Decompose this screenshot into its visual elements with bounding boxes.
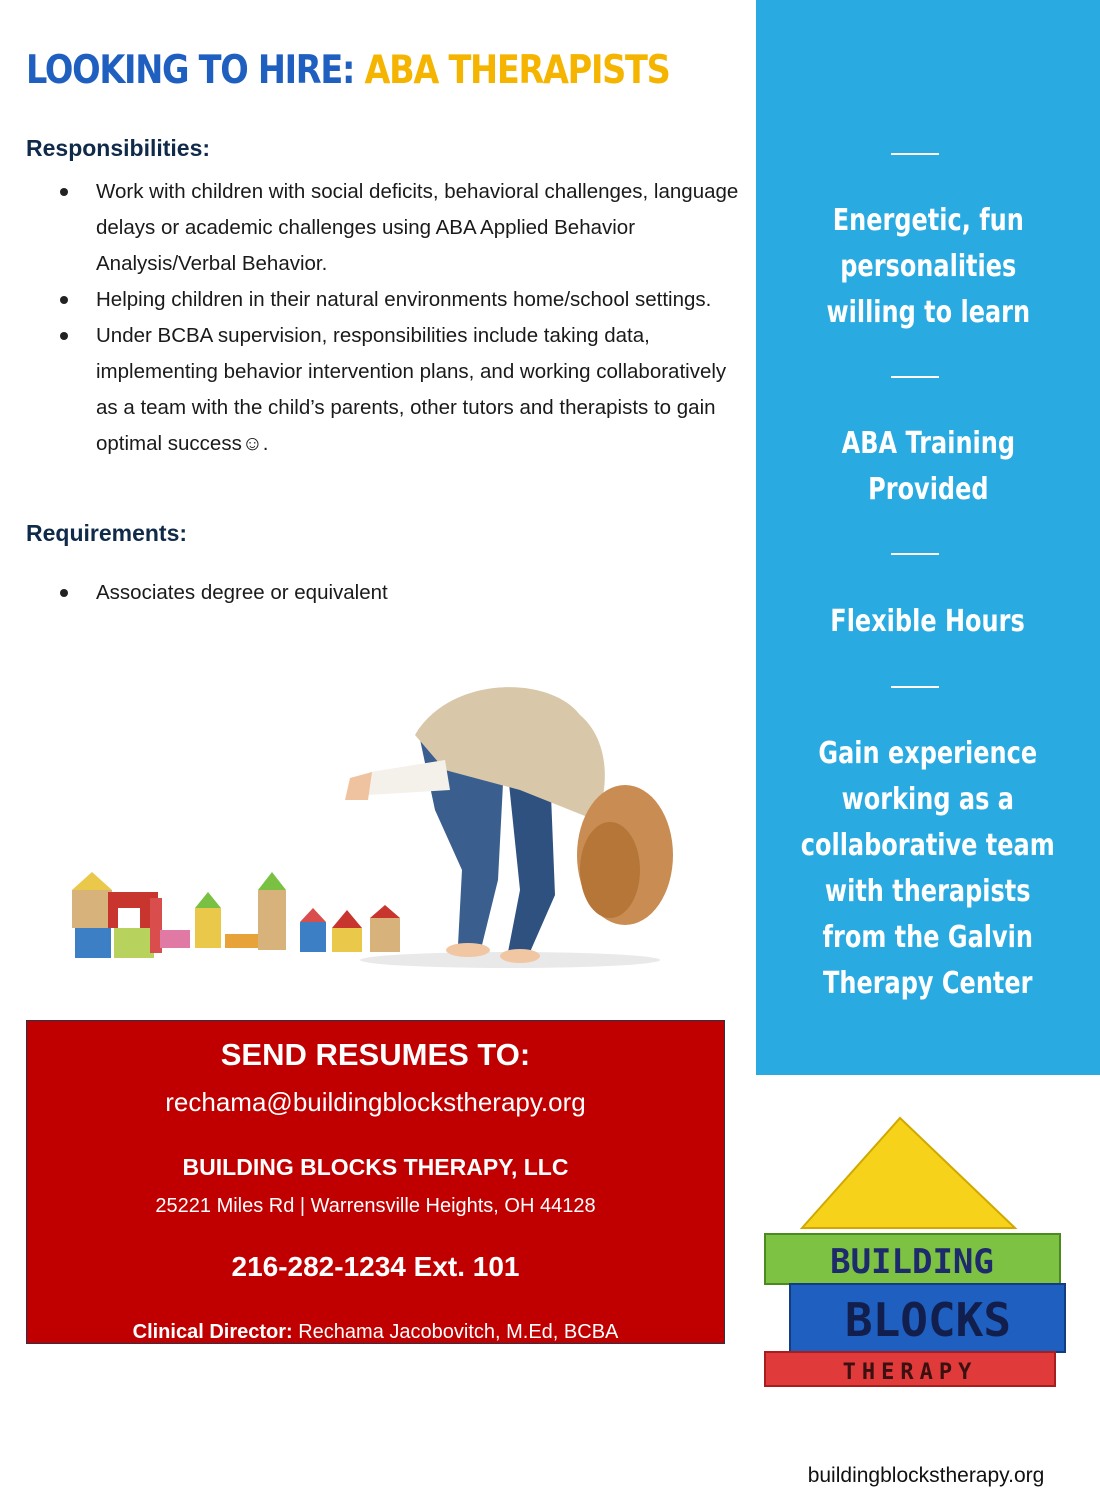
divider xyxy=(891,376,939,378)
clinical-director xyxy=(27,1321,724,1344)
benefit-training: ABA Training Provided xyxy=(841,426,1015,507)
contact-phone: 216-282-1234 Ext. 101 xyxy=(231,1251,520,1282)
divider xyxy=(891,553,939,555)
logo-line1: BUILDING xyxy=(830,1242,994,1282)
requirements-list xyxy=(56,575,746,611)
bullet-icon xyxy=(60,188,68,196)
logo-line2: BLOCKS xyxy=(844,1293,1012,1347)
website-link[interactable]: buildingblockstherapy.org xyxy=(807,1464,1045,1487)
company-name: BUILDING BLOCKS THERAPY, LLC xyxy=(182,1154,569,1180)
list-item: Work with children with social deficits, behavioral challenges, language delays or academic challenges using ABA Applied Behavior Analysis/Verbal Behavior. xyxy=(56,174,746,282)
requirements-heading: Requirements: xyxy=(26,520,188,546)
divider xyxy=(891,686,939,688)
bullet-icon xyxy=(60,589,68,597)
contact-title: SEND RESUMES TO: xyxy=(220,1037,531,1072)
company-address: 25221 Miles Rd | Warrensville Heights, OH 44128 xyxy=(155,1195,596,1217)
director-label: Clinical Director: xyxy=(132,1321,293,1343)
contact-box xyxy=(26,1020,725,1344)
contact-email-link[interactable]: rechama@buildingblockstherapy.org xyxy=(165,1087,586,1117)
divider xyxy=(891,153,939,155)
page-headline xyxy=(26,48,669,93)
benefit-hours: Flexible Hours xyxy=(830,604,1026,639)
headline-part2: ABA THERAPISTS xyxy=(364,48,670,93)
bullet-icon xyxy=(60,296,68,304)
list-item: Under BCBA supervision, responsibilities include taking data, implementing behavior intervention plans, and working collaboratively as a team with the child’s parents, other tutors and therapists to gain optimal success☺. xyxy=(56,318,746,462)
responsibilities-heading: Responsibilities: xyxy=(26,135,211,161)
headline-part1: LOOKING TO HIRE: xyxy=(26,48,355,93)
building-blocks-logo xyxy=(760,1110,1090,1400)
director-name: Rechama Jacobovitch, M.Ed, BCBA xyxy=(298,1321,619,1343)
benefits-sidebar xyxy=(756,0,1100,1075)
list-item: Helping children in their natural environments home/school settings. xyxy=(56,282,746,318)
benefit-personalities: Energetic, fun personalities willing to learn xyxy=(826,203,1030,330)
bullet-icon xyxy=(60,332,68,340)
responsibilities-list xyxy=(56,174,746,462)
benefit-experience: Gain experience working as a collaborative team with therapists from the Galvin Therapy Center xyxy=(801,736,1055,1001)
child-with-blocks-image xyxy=(50,660,740,980)
logo-line3: THERAPY xyxy=(842,1360,978,1385)
list-item: Associates degree or equivalent xyxy=(56,575,746,611)
